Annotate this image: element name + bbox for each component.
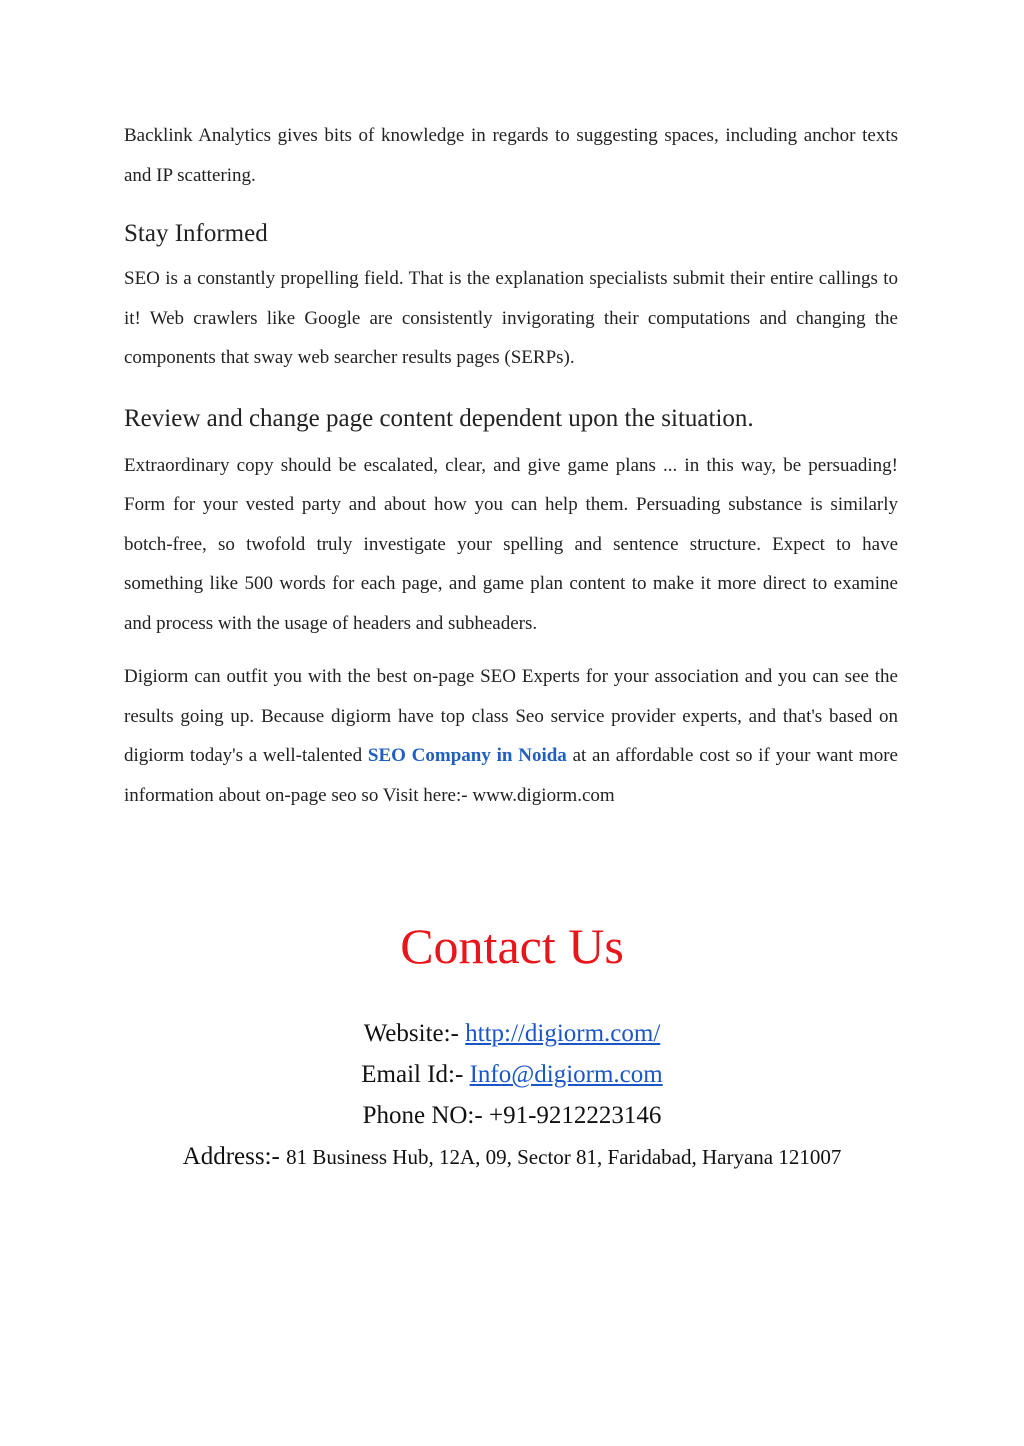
contact-details — [0, 1013, 1024, 1178]
phone-line — [0, 1095, 1024, 1136]
digiorm-text-before: Digiorm can outfit you with the best on-page SEO Experts for your association and you can see the results going up. Because digiorm have top class Seo service provider experts, and that's based on digiorm today's a well-talented — [124, 666, 898, 766]
address-label: Address:- — [182, 1143, 287, 1170]
seo-company-link[interactable]: SEO Company in Noida — [367, 745, 567, 766]
review-paragraph: Extraordinary copy should be escalated, clear, and give game plans ... in this way, be persuading! Form for your vested party and about how you can help them. Persuading substance is similarly botch-free, so twofold truly investigate your spelling and sentence structure. Expect to have something like 500 words for each page, and game plan content to make it more direct to examine and process with the usage of headers and subheaders. — [124, 454, 898, 634]
review-heading: Review and change page content dependent upon the situation. — [124, 404, 754, 432]
website-label: Website:- — [363, 1020, 466, 1047]
website-link[interactable]: http://digiorm.com/ — [465, 1020, 661, 1047]
digiorm-paragraph — [124, 657, 898, 815]
website-line — [0, 1013, 1024, 1054]
stay-informed-paragraph: SEO is a constantly propelling field. That is the explanation specialists submit their entire callings to it! Web crawlers like Google are consistently invigorating their computations and changing the components that sway web searcher results pages (SERPs). — [124, 268, 898, 368]
address-line — [0, 1136, 1024, 1178]
phone-label: Phone NO:- — [362, 1102, 489, 1129]
address-value: 81 Business Hub, 12A, 09, Sector 81, Faridabad, Haryana 121007 — [286, 1145, 842, 1169]
contact-title: Contact Us — [400, 918, 624, 974]
document-body — [124, 116, 898, 815]
phone-value: +91-9212223146 — [488, 1102, 662, 1129]
email-link[interactable]: Info@digiorm.com — [469, 1061, 663, 1088]
digiorm-text-after: at an affordable cost so if your want more information about on-page seo so Visit here:- www.digiorm.com — [124, 745, 898, 806]
stay-informed-heading: Stay Informed — [124, 220, 268, 247]
contact-section — [0, 915, 1024, 1178]
email-line — [0, 1054, 1024, 1095]
email-label: Email Id:- — [361, 1061, 470, 1088]
intro-paragraph: Backlink Analytics gives bits of knowledge in regards to suggesting spaces, including anchor texts and IP scattering. — [124, 125, 898, 186]
